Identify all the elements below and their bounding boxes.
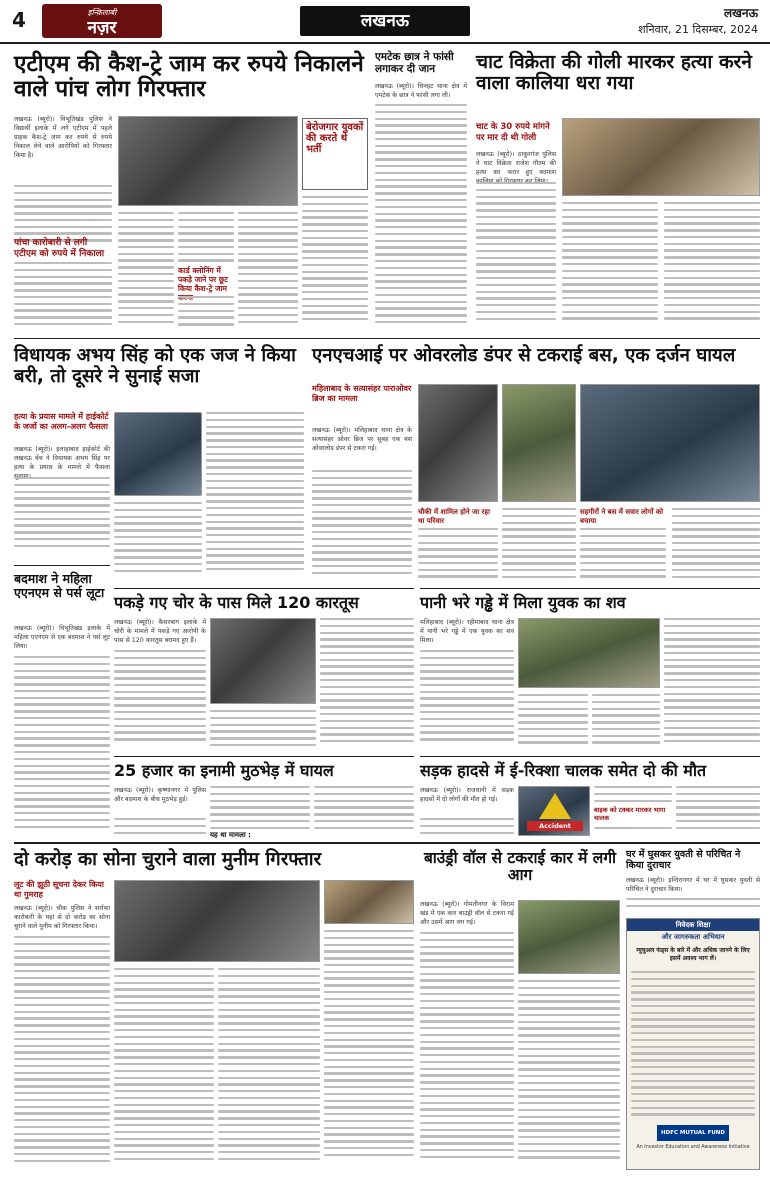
pit-body-col2: [518, 694, 588, 750]
car-headline: बाउंड्री वॉल से टकराई कार में लगी आग: [423, 849, 617, 885]
gold-subhead: लूट की झूठी सूचना देकर किया था गुमराह: [14, 880, 104, 899]
edition-date: शनिवार, 21 दिसम्बर, 2024: [638, 23, 758, 36]
logo-small-text: इन्क़िलाबी: [87, 8, 117, 17]
atm-subhead-2: कार्ड क्लोनिंग में पकड़े जाने पर छूट किया कैश-ट्रे जाम: [178, 266, 228, 293]
gold-photo: [114, 880, 320, 962]
thief-body-col2: [210, 710, 316, 750]
abhay-body-col3: [206, 412, 304, 582]
atm-body-col4: [238, 212, 298, 330]
bus-body-col2: [418, 528, 498, 582]
investor-notice-ad: [626, 918, 760, 1170]
bus-photo-injured: [418, 384, 498, 502]
car-body-col1: [420, 932, 514, 1170]
kaliya-photo: [562, 118, 760, 196]
abhay-body-col2: [114, 502, 202, 582]
student-lead: लखनऊ (ब्यूरो)। चिनहट थाना क्षेत्र में एमटेक के छात्र ने फांसी लगा ली।: [375, 83, 467, 99]
kaliya-body-col1: [476, 182, 556, 330]
student-headline: एमटेक छात्र ने फांसी लगाकर दी जान: [375, 51, 454, 75]
erickshaw-body-col1: [420, 818, 514, 836]
divider-left-1: [14, 565, 110, 566]
divider-3: [420, 588, 760, 589]
woman-body: [14, 656, 110, 836]
bus-body-col1: [312, 470, 412, 582]
student-body: [375, 104, 467, 330]
erickshaw-subhead: बाइक को टक्कर मारकर भागा चालक: [594, 806, 672, 822]
atm-subhead-1: पांचा कारोबारी से लगी एटीएम को रुपये में निकाला: [14, 238, 105, 259]
gold-lead: लखनऊ (ब्यूरो)। चौक पुलिस ने सर्राफा कारोबारी के यहां से दो करोड़ का सोना चुराने वाले मुनीम को गिरफ्तार किया।: [14, 905, 110, 930]
car-photo: [518, 900, 620, 974]
unemployed-body: [302, 196, 368, 330]
warning-icon: [539, 793, 571, 819]
notice-subtitle: और जागरुकता अभियान: [661, 933, 725, 941]
newspaper-logo: [42, 4, 162, 38]
car-body-col2: [518, 980, 620, 1170]
pit-photo: [518, 618, 660, 688]
atm-photo: [118, 116, 298, 206]
abhay-portrait: [114, 412, 202, 496]
atm-body-col1b: [14, 262, 112, 330]
notice-title: निवेदक शिक्षा: [627, 919, 759, 931]
bus-body-col5: [672, 508, 760, 582]
reward-headline: 25 हजार का इनामी मुठभेड़ में घायल: [114, 761, 334, 780]
logo-big-text: नज़र: [87, 18, 117, 38]
bus-headline: एनएचआई पर ओवरलोड डंपर से टकराई बस, एक दर्जन घायल: [312, 345, 736, 366]
bus-lead: लखनऊ (ब्यूरो)। मलिहाबाद थाना क्षेत्र के सत्यासंहर ओवर ब्रिज पर सुबह एक बस ओवरलोड डंपर से टकरा गई।: [312, 427, 412, 452]
gold-body-col3: [218, 968, 320, 1170]
atm-body-col3b: [178, 296, 234, 330]
notice-fineprint: [631, 971, 755, 1121]
bus-body-col4: [580, 528, 666, 582]
car-lead: लखनऊ (ब्यूरो)। गोमतीनगर के विराम खंड में एक कार बाउंड्री वॉल से टकरा गई और उसमें आग लग गई।: [420, 901, 514, 926]
accident-label: Accident: [527, 821, 583, 831]
bus-body-col3: [502, 508, 576, 582]
kaliya-lead: लखनऊ (ब्यूरो)। ठाकुरगंज पुलिस ने चाट विक्रेता राजेश गौतम की हत्या कर फरार हुए बदमाश: [476, 151, 556, 176]
unemployed-box: [302, 118, 368, 190]
woman-lead: लखनऊ (ब्यूरो)। विभूतिखंड इलाके में महिला एएनएम से एक बदमाश ने पर्स लूट लिया।: [14, 625, 110, 650]
page-header: [0, 0, 770, 44]
atm-body-col3: [178, 212, 234, 267]
atm-headline: एटीएम की कैश-ट्रे जाम कर रुपये निकालने वाले पांच लोग गिरफ्तार: [14, 51, 364, 103]
gold-photo-2: [324, 880, 414, 924]
gold-headline: दो करोड़ का सोना चुराने वाला मुनीम गिरफ्तार: [14, 849, 322, 870]
edition-city: लखनऊ: [723, 6, 758, 20]
erickshaw-lead: लखनऊ (ब्यूरो)। राजधानी में सड़क हादसों में दो लोगों की मौत हो गई।: [420, 787, 514, 803]
divider-6: [14, 842, 760, 844]
house-lead: लखनऊ (ब्यूरो)। इन्दिरानगर में घर में घुसकर युवती से परिचित ने दुराचार किया।: [626, 877, 760, 893]
thief-body-col1: [114, 650, 206, 750]
bus-photo-injured-2: [502, 384, 576, 502]
pit-headline: पानी भरे गड्ढे में मिला युवक का शव: [420, 593, 626, 612]
gold-body-col2: [114, 968, 214, 1170]
divider-1: [14, 338, 760, 339]
bus-right-subhead: सहगीरों ने बस में सवार लोगों को बचाया: [580, 508, 664, 525]
atm-body-col1: [14, 185, 112, 245]
reward-body-col3: [314, 786, 414, 836]
section-banner: लखनऊ: [300, 6, 470, 36]
erickshaw-body-col3: [676, 786, 760, 836]
kaliya-subhead: चाट के 30 रुपये मांगने पर मार दी थी गोली: [476, 122, 550, 143]
abhay-subhead: हत्या के प्रयास मामले में हाईकोर्ट के जजों का अलग-अलग फैसला: [14, 412, 109, 431]
reward-lead: लखनऊ (ब्यूरो)। कृष्णानगर में पुलिस और बदमाश के बीच मुठभेड़ हुई।: [114, 787, 206, 803]
divider-2: [114, 588, 414, 589]
house-headline: घर में घुसकर युवती से परिचित ने किया दुराचार: [626, 849, 741, 871]
woman-headline: बदमाश ने महिला एएनएम से पर्स लूटा: [14, 571, 105, 600]
notice-body: म्युचुअल फंड्स के बारे में और अधिक जानने के लिए इसमें अवश्य भाग लें।: [636, 947, 750, 962]
atm-body-col2: [118, 212, 174, 330]
erickshaw-headline: सड़क हादसे में ई-रिक्शा चालक समेत दो की मौत: [420, 761, 707, 780]
gold-body-col1: [14, 936, 110, 1170]
atm-lead: लखनऊ (ब्यूरो)। विभूतिखंड पुलिस ने विद्यार्थी इलाके में लगे एटीएम में पहले ग्राहक कैश-ट्रे जाम कर रुपये से रुपये निकाल लेने वाले आरोपियों को गिरफ्तार किया है।: [14, 116, 112, 159]
thief-headline: पकड़े गए चोर के पास मिले 120 कारतूस: [114, 593, 359, 612]
reward-body-col2: [210, 786, 310, 836]
divider-5: [420, 756, 760, 757]
abhay-body-col1: [14, 477, 110, 557]
pit-body-col4: [664, 618, 760, 750]
reward-body-col1: [114, 818, 206, 836]
thief-photo: [210, 618, 316, 704]
thief-lead: लखनऊ (ब्यूरो)। कैसरबाग इलाके में चोरी के मामले में पकड़े गए आरोपी के पास से 120 कारतूस बरामद हुए हैं।: [114, 619, 206, 644]
abhay-headline: विधायक अभय सिंह को एक जज ने किया बरी, तो दूसरे ने सुनाई सजा: [14, 345, 296, 387]
kaliya-headline: चाट विक्रेता की गोली मारकर हत्या करने वाला कालिया धरा गया: [476, 51, 752, 95]
unemployed-headline: बेरोजगार युवकों की करते थे भर्ती: [306, 122, 364, 156]
erickshaw-photo: [518, 786, 590, 836]
abhay-lead: लखनऊ (ब्यूरो)। इलाहाबाद हाईकोर्ट की लखनऊ बेंच ने विधायक अभय सिंह पर हत्या के प्रयास के मामले में फैसला: [14, 446, 110, 471]
pit-body-col1: [420, 650, 514, 750]
divider-4: [114, 756, 414, 757]
kaliya-body-col3: [664, 202, 760, 330]
bus-photo-vehicle: [580, 384, 760, 502]
kaliya-body-col2: [562, 202, 658, 330]
hdfc-logo: HDFC MUTUAL FUND: [657, 1125, 729, 1141]
page-number: 4: [12, 8, 26, 32]
bus-subhead: महिलाबाद के सत्यासंहर पाराओवर ब्रिज का मामला: [312, 384, 412, 403]
gold-body-col4: [324, 930, 414, 1170]
pit-lead: मलिहाबाद (ब्यूरो)। रहीमाबाद थाना क्षेत्र में पानी भरे गड्ढे में एक युवक का शव मिला।: [420, 619, 514, 644]
reward-subhead: यह था मामला :: [210, 831, 251, 839]
notice-tagline: An Investor Education and Awareness Initiative: [636, 1145, 750, 1150]
pit-body-col3: [592, 694, 660, 750]
thief-body-col3: [320, 618, 414, 750]
bus-side-subhead: चौकी में शामिल होने जा रहा था परिवार: [418, 508, 490, 525]
house-body: [626, 898, 760, 912]
